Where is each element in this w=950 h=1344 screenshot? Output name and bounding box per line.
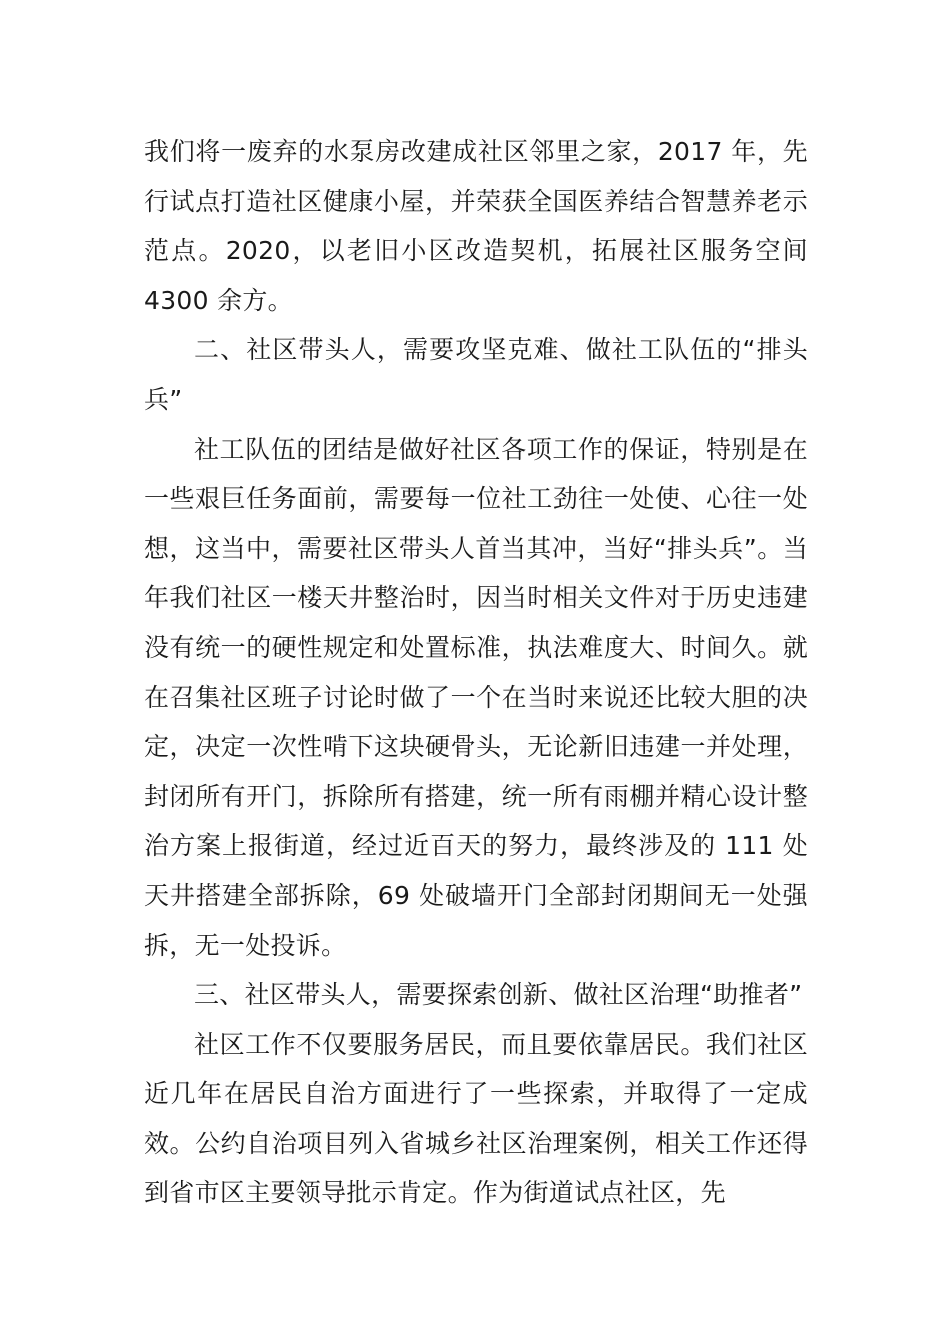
document-body: [144, 127, 808, 1218]
section-heading-three: 三、社区带头人，需要探索创新、做社区治理“助推者”: [194, 980, 803, 1010]
paragraph-community-space: 我们将一废弃的水泵房改建成社区邻里之家，2017 年，先行试点打造社区健康小屋，并荣获全国医养结合智慧养老示范点。2020，以老旧小区改造契机，拓展社区服务空间 4300 余方。: [144, 137, 808, 315]
paragraph-team-unity: 社工队伍的团结是做好社区各项工作的保证，特别是在一些艰巨任务面前，需要每一位社工劲往一处使、心往一处想，这当中，需要社区带头人首当其冲，当好“排头兵”。当年我们社区一楼天井整治时，因当时相关文件对于历史违建没有统一的硬性规定和处置标准，执法难度大、时间久。就在召集社区班子讨论时做了一个在当时来说还比较大胆的决定，决定一次性啃下这块硬骨头，无论新旧违建一并处理，封闭所有开门，拆除所有搭建，统一所有雨棚并精心设计整治方案上报街道，经过近百天的努力，最终涉及的 111 处天井搭建全部拆除，69 处破墙开门全部封闭期间无一处强拆，无一处投诉。: [144, 434, 808, 960]
paragraph-resident-autonomy: 社区工作不仅要服务居民，而且要依靠居民。我们社区近几年在居民自治方面进行了一些探索，并取得了一定成效。公约自治项目列入省城乡社区治理案例，相关工作还得到省市区主要领导批示肯定。作为街道试点社区，先: [144, 1029, 808, 1208]
section-heading-two: 二、社区带头人，需要攻坚克难、做社工队伍的“排头兵”: [144, 335, 808, 414]
